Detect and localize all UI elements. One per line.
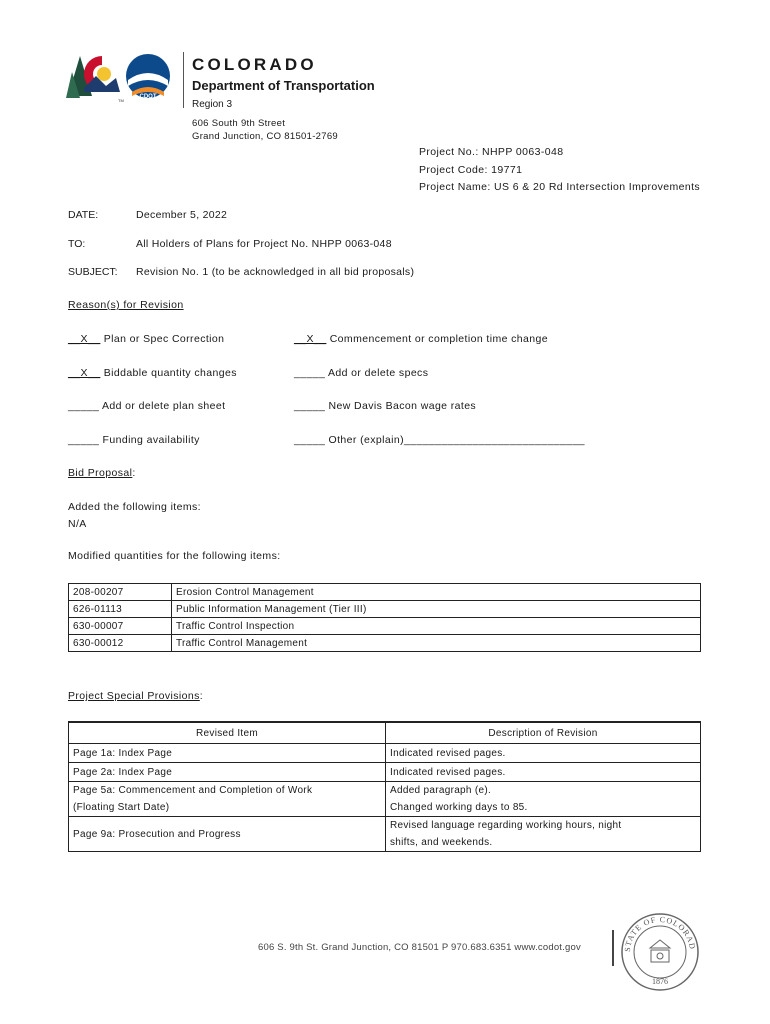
department-name: Department of Transportation [192, 78, 375, 93]
revision-description [386, 782, 701, 817]
reason-mark: _____ [294, 367, 326, 379]
bid-added-value: N/A [68, 518, 87, 530]
revised-item-line: Page 5a: Commencement and Completion of Work [73, 785, 313, 796]
reasons-heading: Reason(s) for Revision [68, 299, 184, 311]
table-header-row [69, 722, 701, 744]
table-row [69, 817, 701, 852]
table-row [69, 601, 701, 618]
to-label: TO: [68, 238, 86, 250]
reason-mark: _____ [68, 400, 100, 412]
reason-label: Biddable quantity changes [103, 367, 237, 379]
project-code: Project Code: 19771 [419, 164, 523, 176]
logo-badge: CDOT [139, 94, 157, 100]
subject-label: SUBJECT: [68, 266, 118, 278]
reason-label: New Davis Bacon wage rates [328, 400, 477, 412]
reason-time-change [294, 333, 548, 345]
date-label: DATE: [68, 209, 99, 221]
reason-mark: __X__ [294, 333, 327, 345]
cdot-logo [66, 52, 178, 106]
brand-title: COLORADO [192, 55, 317, 74]
col-header-revised-item: Revised Item [69, 722, 386, 744]
footer-contact: 606 S. 9th St. Grand Junction, CO 81501 P 970.683.6351 www.codot.gov [258, 942, 581, 953]
item-description: Traffic Control Inspection [172, 618, 701, 635]
reason-label: Other (explain)_____________________________ [328, 434, 585, 446]
reason-davis-bacon [294, 400, 476, 412]
description-line: Changed working days to 85. [390, 802, 528, 813]
bid-added-label: Added the following items: [68, 501, 201, 513]
reason-label: Commencement or completion time change [329, 333, 548, 345]
item-description: Public Information Management (Tier III) [172, 601, 701, 618]
project-name: Project Name: US 6 & 20 Rd Intersection Improvements [419, 181, 701, 193]
bid-modified-label: Modified quantities for the following items: [68, 550, 281, 562]
reason-label: Funding availability [102, 434, 200, 446]
revision-description: Indicated revised pages. [386, 744, 701, 763]
reason-label: Add or delete plan sheet [101, 400, 226, 412]
header-divider [183, 52, 184, 108]
reason-mark: __X__ [68, 367, 101, 379]
table-row [69, 618, 701, 635]
description-line: Revised language regarding working hours, night [390, 820, 622, 831]
provisions-table [68, 721, 701, 852]
item-code: 626-01113 [69, 601, 172, 618]
revision-description: Indicated revised pages. [386, 763, 701, 782]
revised-item [69, 782, 386, 817]
table-row [69, 635, 701, 652]
item-code: 208-00207 [69, 584, 172, 601]
region-label: Region 3 [192, 99, 233, 110]
reason-mark: _____ [294, 400, 326, 412]
address-street: 606 South 9th Street [192, 118, 286, 129]
col-header-description: Description of Revision [386, 722, 701, 744]
revised-item: Page 2a: Index Page [69, 763, 386, 782]
logo-tm: TM [118, 98, 124, 103]
provisions-heading-line: Project Special Provisions: [68, 690, 204, 702]
table-row [69, 744, 701, 763]
revised-item-line: (Floating Start Date) [73, 802, 170, 813]
subject-value: Revision No. 1 (to be acknowledged in all bid proposals) [136, 266, 415, 278]
project-number: Project No.: NHPP 0063-048 [419, 146, 564, 158]
reason-quantity [68, 367, 237, 379]
state-seal [620, 912, 700, 992]
to-value: All Holders of Plans for Project No. NHPP 0063-048 [136, 238, 392, 250]
reason-label: Add or delete specs [327, 367, 429, 379]
table-row [69, 782, 701, 817]
bid-items-table [68, 583, 701, 652]
reason-mark: _____ [294, 434, 326, 446]
reason-other [294, 434, 585, 446]
date-value: December 5, 2022 [136, 209, 228, 221]
bid-heading-line: Bid Proposal: [68, 467, 136, 479]
reason-mark: __X__ [68, 333, 101, 345]
reason-funding [68, 434, 200, 446]
table-row [69, 763, 701, 782]
reason-add-specs [294, 367, 428, 379]
revision-description [386, 817, 701, 852]
description-line: shifts, and weekends. [390, 837, 493, 848]
provisions-heading: Project Special Provisions [68, 690, 200, 702]
revised-item: Page 9a: Prosecution and Progress [69, 817, 386, 852]
seal-ring-text: STATE OF COLORAD [622, 914, 698, 953]
reason-label: Plan or Spec Correction [103, 333, 225, 345]
table-row [69, 584, 701, 601]
description-line: Added paragraph (e). [390, 785, 492, 796]
seal-year: 1876 [652, 977, 668, 986]
item-code: 630-00012 [69, 635, 172, 652]
bid-heading: Bid Proposal [68, 467, 133, 479]
reason-mark: _____ [68, 434, 100, 446]
reason-plan-spec [68, 333, 224, 345]
address-city: Grand Junction, CO 81501-2769 [192, 131, 339, 142]
item-description: Traffic Control Management [172, 635, 701, 652]
item-description: Erosion Control Management [172, 584, 701, 601]
revised-item: Page 1a: Index Page [69, 744, 386, 763]
item-code: 630-00007 [69, 618, 172, 635]
reason-plan-sheet [68, 400, 225, 412]
footer-divider [612, 930, 614, 966]
